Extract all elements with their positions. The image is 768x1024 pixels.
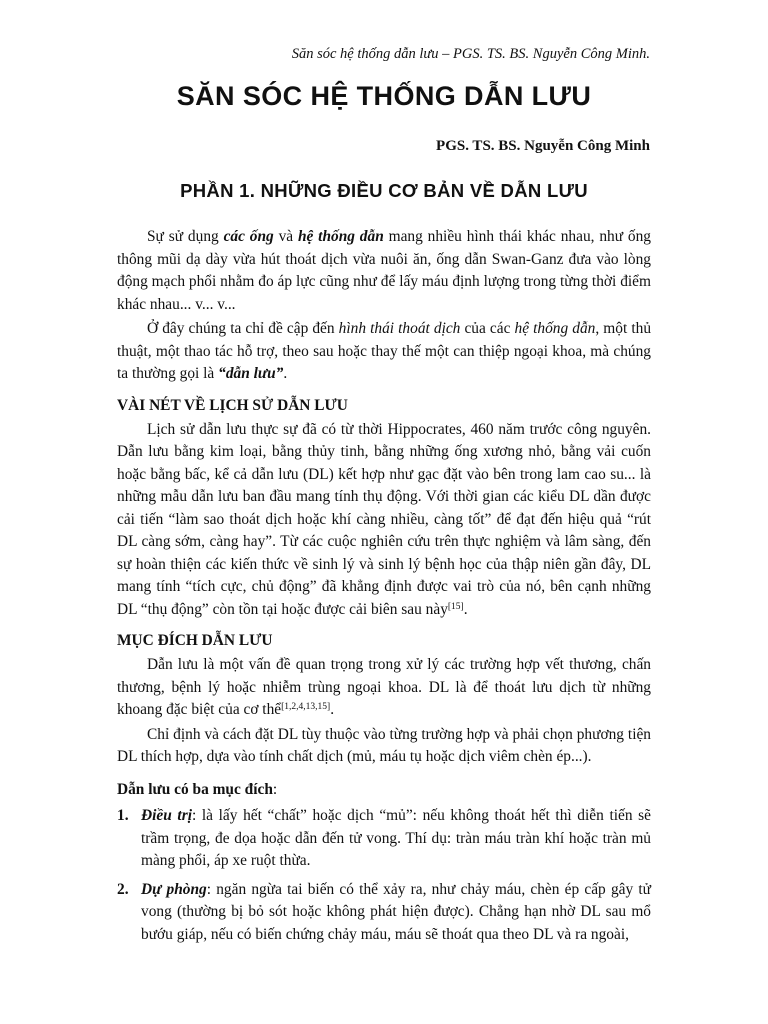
section-heading-history: VÀI NÉT VỀ LỊCH SỬ DẪN LƯU [117,396,348,414]
purpose-paragraph-1 [117,654,651,722]
citation-ref: [15] [447,601,464,612]
emphasis-term: các ống [223,228,274,245]
text-run: Lịch sử dẫn lưu thực sự đã có từ thời Hippocrates, 460 năm trước công nguyên. Dẫn lưu bằng kim loại, bằng thủy tinh, bằng những ống xương nhỏ, bằng vải cuốn hoặc bằng bấc, kể cả dẫn lưu (DL) kết hợp như gạc đặt vào bên trong lam cao su... là những mẫu dẫn lưu ban đầu mang tính thụ động. Với thời gian các kiểu DL dần được cải tiến “làm sao thoát dịch hoặc khí càng nhiều, càng tốt” để đạt đến hiệu quả “rút DL càng sớm, càng hay”. Từ các cuộc nghiên cứu trên thực nghiệm và lâm sàng, đến sự hoàn thiện các kiến thức về sinh lý và sinh lý bệnh học của thập niên gần đây, DL mang tính “tích cực, chủ động” đã khẳng định được vai trò của nó, bên cạnh những DL “thụ động” còn tồn tại hoặc được cải biên sau này [117,420,651,618]
list-text: : ngăn ngừa tai biến có thể xảy ra, như chảy máu, chèn ép cấp gây tử vong (thường bị bỏ sót hoặc không phát hiện được). Chẳng hạn nhờ DL sau mổ bướu giáp, nếu có biến chứng chảy máu, máu sẽ thoát qua theo DL và ra ngoài, [141,880,651,943]
purposes-intro [117,779,651,802]
section-heading-purpose: MỤC ĐÍCH DẪN LƯU [117,632,273,649]
citation-ref: [1,2,4,13,15] [281,702,331,712]
document-body [117,226,651,952]
intro-paragraph-2 [117,318,651,386]
list-term: Điều trị [141,807,192,824]
text-run: mang nhiều hình thái khác nhau, như ống thông mũi dạ dày vừa hút thoát dịch vừa nuôi ăn, ống dẫn Swan-Ganz đưa vào lòng động mạch phổi nhằm đo áp lực cũng như để lấy máu định lượng trong từng thời điểm khác nhau... v... v... [117,228,651,313]
text-run: Ở đây chúng ta chỉ đề cập đến [147,320,339,337]
emphasis-term: hệ thống dẫn [297,228,384,245]
emphasis-term: hệ thống dẫn [514,320,596,337]
author-line: PGS. TS. BS. Nguyễn Công Minh [436,138,650,154]
text-run: của các [460,320,515,337]
text-run: : [272,780,278,798]
purpose-paragraph-2: Chỉ định và cách đặt DL tùy thuộc vào từng trường hợp và phải chọn phương tiện DL thích hợp, dựa vào tính chất dịch (mủ, máu tụ hoặc dịch viêm chèn ép...). [117,725,651,765]
list-term: Dự phòng [141,880,207,898]
text-run: Sự sử dụng [147,228,224,245]
text-run: . [283,365,288,382]
running-header: Săn sóc hệ thống dẫn lưu – PGS. TS. BS. Nguyễn Công Minh. [291,46,650,62]
emphasis-term: hình thái thoát dịch [338,320,461,337]
list-number: 1. [117,807,129,824]
intro-paragraph-1 [117,226,651,316]
text-run: . [330,701,335,718]
text-run: . [463,600,468,618]
text-run: , một thủ thuật, một thao tác hỗ trợ, theo sau hoặc thay thế một can thiệp ngoại khoa, mà chúng ta thường gọi là [117,320,652,382]
list-item [117,879,651,947]
part-heading: PHẦN 1. NHỮNG ĐIỀU CƠ BẢN VỀ DẪN LƯU [180,180,588,201]
purposes-list [117,805,651,946]
list-number: 2. [117,880,129,898]
list-item [117,805,651,873]
history-paragraph [117,419,651,622]
emphasis-term: “dẫn lưu” [218,365,284,382]
list-text: : là lấy hết “chất” hoặc dịch “mủ”: nếu không thoát hết thì diễn tiến sẽ trầm trọng, đe dọa hoặc dẫn đến tử vong. Thí dụ: tràn máu tràn khí hoặc tràn mủ màng phổi, áp xe ruột thừa. [141,807,651,869]
text-run: Dẫn lưu là một vấn đề quan trọng trong xử lý các trường hợp vết thương, chấn thương, bệnh lý hoặc nhiễm trùng ngoại khoa. DL là để thoát lưu dịch từ những khoang đặc biệt của cơ thể [117,656,651,718]
text-run: và [273,228,298,245]
text-run: Dẫn lưu có ba mục đích [117,780,273,798]
document-title: SĂN SÓC HỆ THỐNG DẪN LƯU [176,81,592,111]
